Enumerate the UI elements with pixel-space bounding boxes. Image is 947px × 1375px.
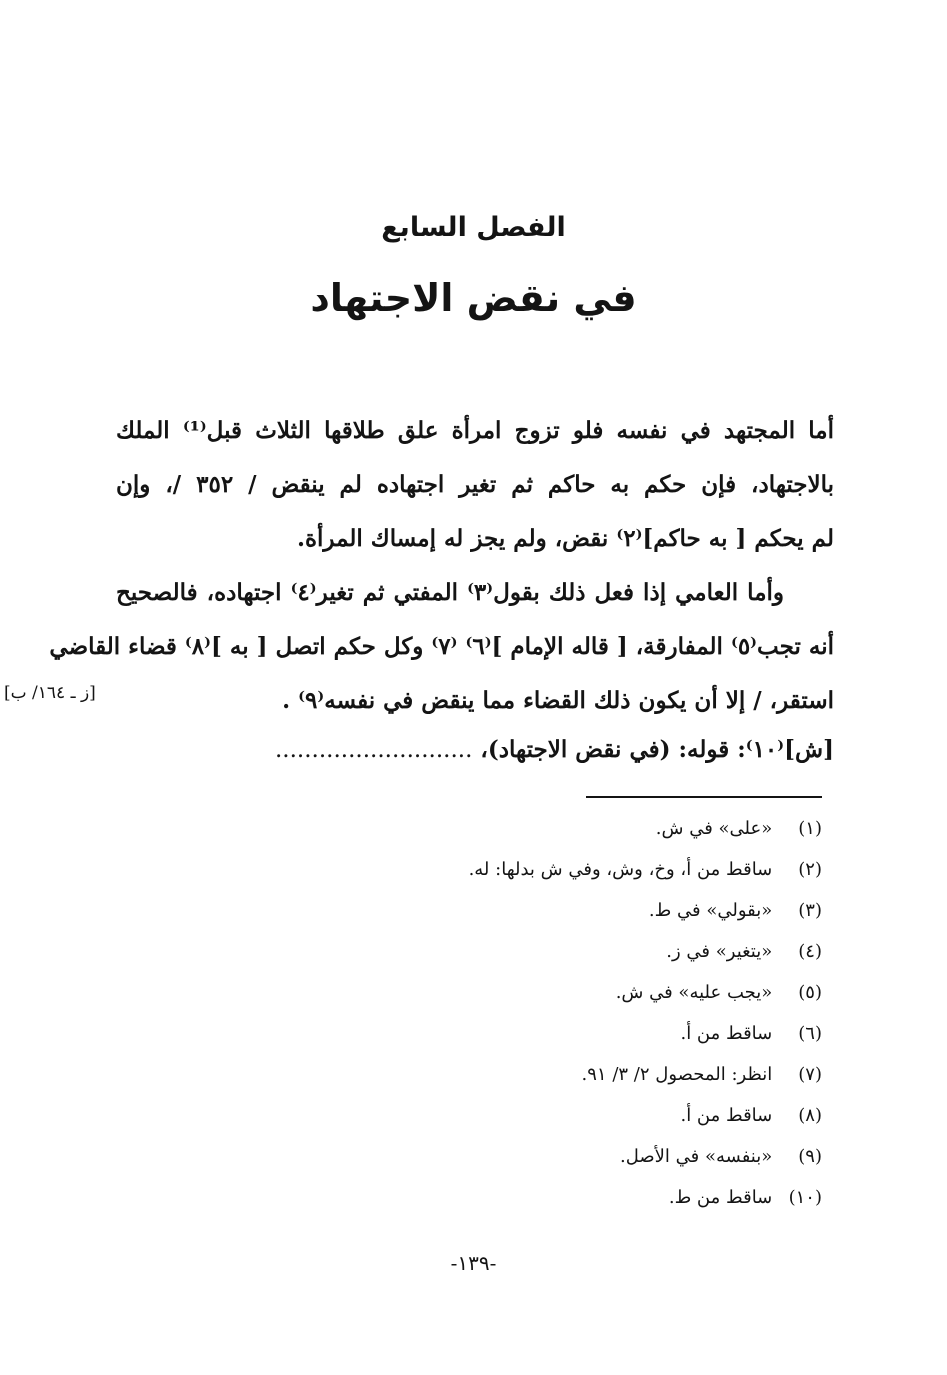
footnote-number: (١)	[798, 818, 822, 839]
footnote-item	[262, 890, 822, 931]
footnote-number: (٩)	[798, 1146, 822, 1167]
footnote-item	[262, 1054, 822, 1095]
footnote-text: ساقط من ط.	[668, 1187, 773, 1208]
body-line: بالاجتهاد، فإن حكم به حاكم ثم تغير اجتهاده لم ينقض / ٣٥٢ /، وإن	[116, 471, 835, 498]
footnote-text: «على» في ش.	[655, 818, 773, 839]
footnote-text: ساقط من أ.	[680, 1023, 773, 1044]
footnote-item	[262, 849, 822, 890]
footnote-text: «بقولي» في ط.	[648, 900, 773, 921]
footnote-number: (٤)	[798, 941, 822, 962]
body-line: وأما العامي إذا فعل ذلك بقول⁽٣⁾ المفتي ثم تغير⁽٤⁾ اجتهاده، فالصحيح	[116, 579, 785, 606]
commentary-line	[116, 725, 834, 775]
footnote-text: انظر: المحصول ٢/ ٣/ ٩١.	[581, 1064, 773, 1085]
footnote-item	[262, 972, 822, 1013]
body-line: لم يحكم [ به حاكم]⁽٢⁾ نقض، ولم يجز له إمساك المرأة.	[296, 525, 834, 552]
commentary-dots: ...........................	[274, 737, 473, 763]
footnote-item	[262, 1013, 822, 1054]
chapter-title: الفصل السابع	[381, 212, 566, 243]
footnote-number: (٧)	[798, 1064, 822, 1085]
footnote-item	[262, 1177, 822, 1218]
body-line: استقر، / إلا أن يكون ذلك القضاء مما ينقض في نفسه⁽٩⁾ .	[282, 687, 834, 714]
body-line: أنه تجب⁽٥⁾ المفارقة، [ قاله الإمام ]⁽٦⁾ ⁽٧⁾ وكل حكم اتصل [ به ]⁽٨⁾ قضاء القاضي	[49, 633, 834, 660]
footnote-divider	[586, 796, 822, 798]
footnote-item	[262, 1095, 822, 1136]
footnote-number: (١٠)	[788, 1187, 822, 1208]
footnote-number: (٢)	[798, 859, 822, 880]
footnote-item	[262, 931, 822, 972]
footnote-number: (٣)	[798, 900, 822, 921]
commentary-text: [ش]⁽١٠⁾: قوله: (في نقض الاجتهاد)،	[480, 736, 834, 763]
footnote-item	[262, 808, 822, 849]
footnotes-list	[262, 808, 822, 1218]
footnote-number: (٥)	[798, 982, 822, 1003]
footnote-text: «بنفسه» في الأصل.	[620, 1146, 773, 1167]
footnote-item	[262, 1136, 822, 1177]
body-line: أما المجتهد في نفسه فلو تزوج امرأة علق طلاقها الثلاث قبل⁽¹⁾ الملك	[116, 417, 834, 444]
page-number: -١٣٩-	[450, 1251, 497, 1275]
footnote-number: (٦)	[798, 1023, 822, 1044]
footnote-text: ساقط من أ، وخ، وش، وفي ش بدلها: له.	[468, 859, 773, 880]
margin-reference: [ز ـ ١٦٤/ ب]	[4, 683, 96, 703]
footnote-text: ساقط من أ.	[680, 1105, 773, 1126]
chapter-subtitle: في نقض الاجتهاد	[310, 276, 637, 320]
footnote-text: «يتغير» في ز.	[666, 941, 773, 962]
footnote-text: «يجب عليه» في ش.	[615, 982, 773, 1003]
footnote-number: (٨)	[798, 1105, 822, 1126]
